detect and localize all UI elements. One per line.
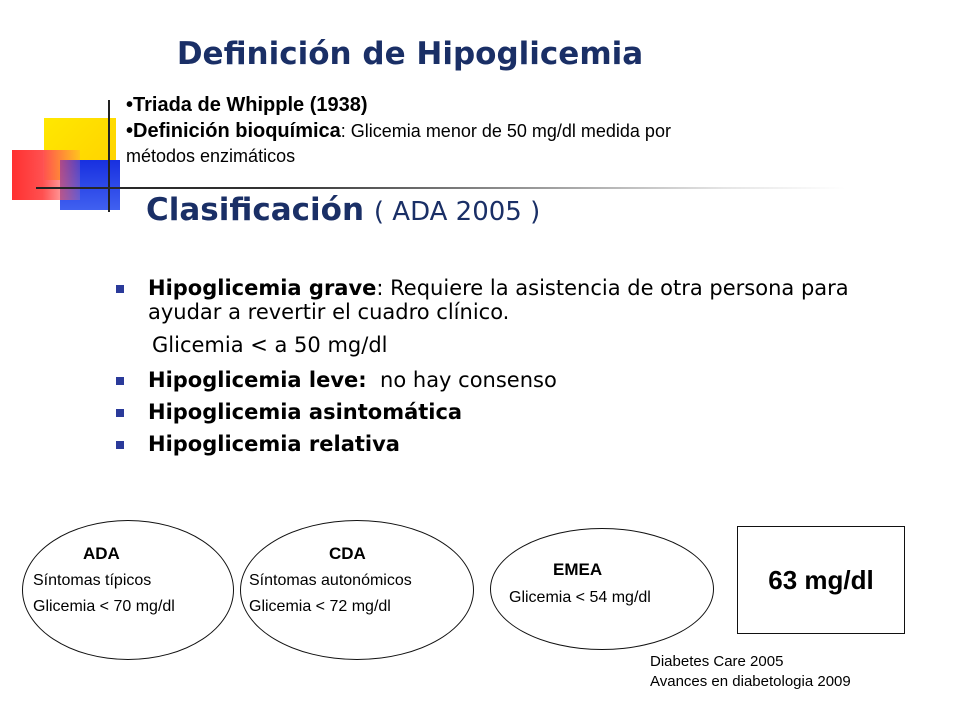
- bullet-square-icon: [116, 285, 124, 293]
- biochemical-definition-continuation: métodos enzimáticos: [126, 146, 296, 166]
- biochemical-definition-text: : Glicemia menor de 50 mg/dl medida por: [340, 121, 671, 141]
- ada-oval: [22, 520, 234, 660]
- references: [650, 652, 851, 692]
- bullet-square-icon: [116, 409, 124, 417]
- slide-title: Definición de Hipoglicemia: [176, 36, 644, 72]
- leve-label: Hipoglicemia leve:: [148, 368, 367, 392]
- decor-vertical-line: [108, 100, 110, 212]
- decor-red-square: [12, 150, 80, 200]
- bullet-square-icon: [116, 377, 124, 385]
- biochemical-definition-label: •Definición bioquímica: [126, 120, 341, 142]
- top-bullets: [126, 92, 886, 168]
- ada-heading: ADA: [83, 544, 120, 563]
- leve-text: no hay consenso: [380, 368, 557, 392]
- grave-label: Hipoglicemia grave: [148, 276, 377, 300]
- emea-line1: Glicemia < 54 mg/dl: [509, 589, 651, 606]
- classification-heading-bold: Clasificación: [146, 192, 365, 228]
- classification-heading: [146, 192, 540, 228]
- bullet-square-icon: [116, 441, 124, 449]
- list-item-relativa: [116, 432, 906, 456]
- classification-list: [116, 276, 906, 464]
- whipple-triad-item: •Triada de Whipple (1938): [126, 94, 368, 116]
- ada-line1: Síntomas típicos: [33, 572, 152, 589]
- threshold-value-box: 63 mg/dl: [737, 526, 905, 634]
- classification-heading-source: ( ADA 2005 ): [373, 197, 541, 227]
- asintomatica-label: Hipoglicemia asintomática: [148, 400, 463, 424]
- grave-value: Glicemia < a 50 mg/dl: [152, 333, 388, 357]
- cda-heading: CDA: [329, 544, 366, 563]
- list-item-leve: [116, 368, 906, 392]
- reference-1: Diabetes Care 2005: [650, 653, 784, 670]
- list-item-grave: [116, 276, 906, 324]
- cda-line1: Síntomas autonómicos: [249, 572, 412, 589]
- list-item-asintomatica: [116, 400, 906, 424]
- reference-2: Avances en diabetologia 2009: [650, 673, 851, 690]
- decor-horizontal-line: [36, 187, 846, 189]
- relativa-label: Hipoglicemia relativa: [148, 432, 400, 456]
- emea-heading: EMEA: [553, 560, 603, 579]
- ada-line2: Glicemia < 70 mg/dl: [33, 598, 175, 615]
- emea-oval: [490, 528, 714, 650]
- cda-oval: [240, 520, 474, 660]
- biochemical-definition-item: [126, 118, 886, 144]
- cda-line2: Glicemia < 72 mg/dl: [249, 598, 391, 615]
- grave-text: : Requiere la asistencia de otra persona para ayudar a revertir el cuadro clínico.: [148, 276, 849, 324]
